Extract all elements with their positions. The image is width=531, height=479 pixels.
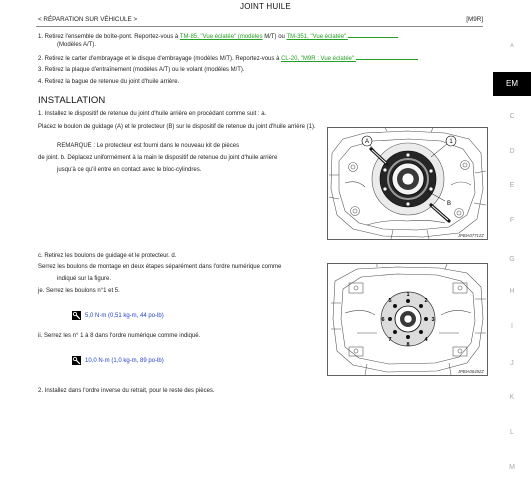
bolt-number-1: 1 xyxy=(406,292,410,298)
side-index-tab-e[interactable]: E xyxy=(509,182,515,189)
figure-image-code: JPBIA0649ZZ xyxy=(457,369,484,374)
removal-step-2 xyxy=(38,55,418,62)
side-index-tab-em[interactable]: EM xyxy=(493,72,531,96)
link-underline xyxy=(348,33,398,38)
installation-remove-guide: c. Retirez les boulons de guidage et le protecteur. d. xyxy=(38,253,177,259)
installation-heading: INSTALLATION xyxy=(38,95,106,106)
side-index-tab-c[interactable]: C xyxy=(509,113,515,120)
bolt-number-8: 8 xyxy=(406,342,410,348)
side-index-tab-j[interactable]: J xyxy=(510,360,514,367)
side-index-tab-h[interactable]: H xyxy=(509,288,515,295)
removal-step-1-text: 1. Retirez l'ensemble de boîte-pont. Reportez-vous à xyxy=(38,34,180,40)
engine-code: [M9R] xyxy=(466,16,483,23)
torque-spec-stage-2: 10,0 N·m (1,0 kg-m, 89 po-lb) xyxy=(85,358,164,364)
removal-step-1-continuation: (Modèles A/T). xyxy=(57,42,97,48)
installation-stage-1: je. Serrez les boulons n°1 et 5. xyxy=(38,288,120,294)
side-index-tab-d[interactable]: D xyxy=(509,148,515,155)
figure-1-diagram xyxy=(327,127,488,240)
torque-wrench-icon-glyph xyxy=(72,311,81,320)
bolt-number-3: 3 xyxy=(431,317,435,323)
side-index-tab-m[interactable]: M xyxy=(509,464,515,471)
page-title: JOINT HUILE xyxy=(240,2,291,11)
installation-stage-2: ii. Serrez les n° 1 à 8 dans l'ordre numérique comme indiqué. xyxy=(38,333,201,339)
side-index-tab-a[interactable]: A xyxy=(510,43,514,49)
callout-label-b: B xyxy=(446,201,452,207)
installation-note: REMARQUE : Le protecteur est fourni dans le nouveau kit de pièces xyxy=(57,143,240,149)
figure-seal-retainer-installation xyxy=(327,127,488,240)
figure-image-code: JPBIA0771ZZ xyxy=(457,233,484,238)
removal-step-1 xyxy=(38,33,398,40)
bolt-number-6: 6 xyxy=(381,317,385,323)
callout-label-a: A xyxy=(364,139,370,146)
removal-step-4: 4. Retirez la bague de retenue du joint d'huile arrière. xyxy=(38,79,180,85)
figure-2-diagram xyxy=(327,263,488,376)
bolt-number-2: 2 xyxy=(424,298,428,304)
torque-wrench-icon xyxy=(72,356,81,365)
link-tm-85[interactable]: TM-85, "Vue éclatée" (modèles xyxy=(179,34,263,40)
figure-bolt-tightening-order xyxy=(327,263,488,376)
torque-wrench-icon-glyph xyxy=(72,356,81,365)
side-index-tab-l[interactable]: L xyxy=(510,429,514,436)
header-divider xyxy=(36,26,483,27)
removal-step-3: 3. Retirez la plaque d'entraînement (modèles A/T) ou le volant (modèles M/T). xyxy=(38,67,245,73)
installation-place-guide: Placez le boulon de guidage (A) et le protecteur (B) sur le dispositif de retenue du joint d'huile arrière (1). xyxy=(38,124,316,130)
bolt-number-4: 4 xyxy=(424,337,428,343)
side-index-tab-k[interactable]: K xyxy=(509,394,515,401)
installation-tighten-intro: Serrez les boulons de montage en deux étapes séparément dans l'ordre numérique comme xyxy=(38,264,282,270)
installation-tighten-intro-continuation: indiqué sur la figure. xyxy=(57,276,112,282)
torque-spec-stage-1: 5,0 N·m (0,51 kg-m, 44 po-lb) xyxy=(85,313,164,319)
installation-step-1: 1. Installez le dispositif de retenue du joint d'huile arrière en procédant comme suit : a. xyxy=(38,111,267,117)
installation-note-continuation: de joint. b. Déplacez uniformément à la main le dispositif de retenue du joint d'huile arrière xyxy=(38,155,278,161)
link-underline xyxy=(356,55,418,60)
installation-note-continuation-2: jusqu'à ce qu'il entre en contact avec le bloc-cylindres. xyxy=(57,167,202,173)
link-cl-20[interactable]: CL-20, "M9R : Vue éclatée". xyxy=(281,56,356,62)
callout-label-1: 1 xyxy=(449,139,453,146)
side-index-tab-g[interactable]: G xyxy=(509,256,515,263)
section-breadcrumb: < RÉPARATION SUR VÉHICULE > xyxy=(38,16,138,23)
side-index-tab-f[interactable]: F xyxy=(509,217,515,224)
side-index-tab-i[interactable]: I xyxy=(511,323,513,330)
link-tm-351[interactable]: TM-351, "Vue éclatée". xyxy=(286,34,348,40)
installation-step-2: 2. Installez dans l'ordre inverse du retrait, pour le reste des pièces. xyxy=(38,388,215,394)
removal-step-1-text-mid: M/T) ou xyxy=(262,34,287,40)
bolt-number-5: 5 xyxy=(388,298,392,304)
bolt-number-7: 7 xyxy=(388,337,392,343)
torque-wrench-icon xyxy=(72,311,81,320)
removal-step-2-text: 2. Retirez le carter d'embrayage et le disque d'embrayage (modèles M/T). Reportez-vous à xyxy=(38,56,282,62)
